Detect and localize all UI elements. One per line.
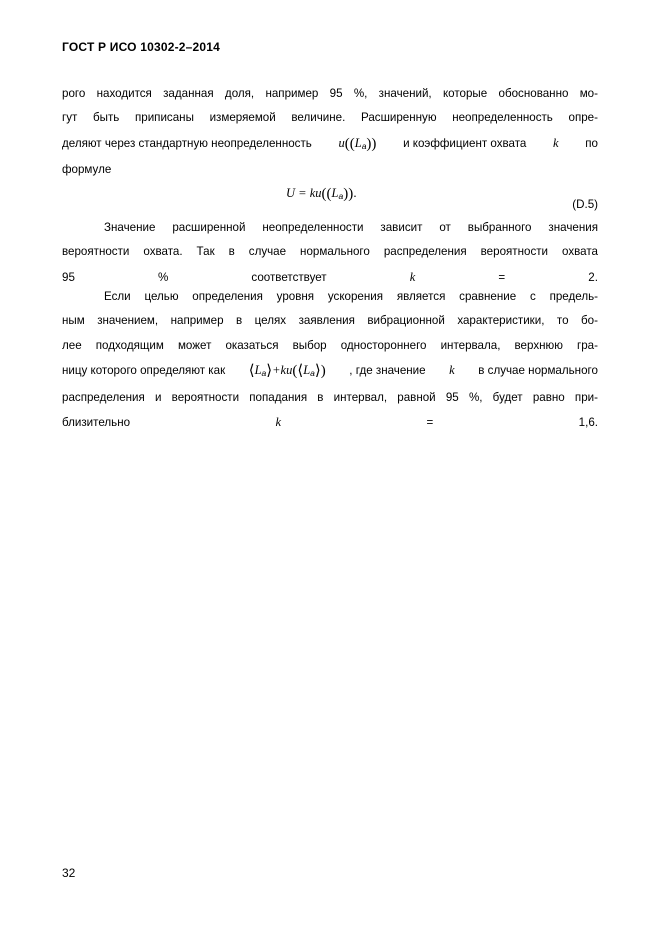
document-header: ГОСТ Р ИСО 10302-2–2014 (62, 40, 221, 54)
one-sided-interval-expression: $⟨L_a⟩+ku(⟨L_a⟩)$ (248, 363, 326, 380)
paragraph-3-line-2: ным значением, например в целях заявления вибрационной характеристики, то бо- (62, 314, 598, 328)
paragraph-3-line-6: близительно k = 1,6. (62, 415, 598, 430)
paragraph-1-line-4: формуле (62, 163, 112, 177)
standard-uncertainty-expression: $u((L_a))$ (338, 135, 377, 152)
paragraph-3-line-5: распределения и вероятности попадания в интервал, равной 95 %, будет равно при- (62, 390, 598, 404)
coverage-factor-symbol: k (553, 135, 559, 150)
k-symbol: k (409, 269, 416, 284)
paragraph-3 (62, 285, 598, 435)
paragraph-1-line-3-start: деляют через стандартную неопределенность (62, 136, 312, 150)
paragraph-3-line-3: лее подходящим может оказаться выбор одностороннего интервала, верхнюю гра- (62, 338, 598, 352)
page-number: 32 (62, 866, 76, 880)
formula-var-sub: a (338, 191, 344, 201)
paragraph-2 (62, 216, 598, 290)
formula-lhs: U = ku (286, 186, 322, 200)
equation-number: (D.5) (572, 198, 598, 211)
formula-var: L (331, 186, 339, 200)
formula-suffix: . (353, 186, 357, 200)
paragraph-1-line-1: рого находится заданная доля, например 95 %, значений, которые обоснованно мо- (62, 87, 598, 100)
paragraph-1-line-2: гут быть приписаны измеряемой величине. Расширенную неопределенность опре- (62, 111, 598, 125)
paragraph-2-line-2: вероятности охвата. Так в случае нормального распределения вероятности охвата (62, 245, 598, 259)
paragraph-2-line-1: Значение расширенной неопределенности зависит от выбранного значения (104, 221, 598, 234)
paragraph-1-line-3-end: и коэффициент охвата (403, 136, 527, 150)
paragraph-1-line-3-tail: по (585, 136, 598, 150)
paragraph-1 (62, 82, 598, 183)
paragraph-3-line-1: Если целью определения уровня ускорения является сравнение с предель- (104, 290, 598, 303)
paragraph-1-line-3 (62, 131, 598, 158)
paragraph-3-line-4: ницу которого определяют как $⟨L_a⟩+ku(⟨L_a⟩)$ , где значение k в случае нормального (62, 358, 598, 385)
k-symbol: k (275, 415, 282, 430)
paragraph-2-line-3: 95 % соответствует k = 2. (62, 269, 598, 284)
k-symbol: k (449, 363, 455, 378)
formula-d5: $U = ku((L_a))$. (286, 186, 357, 202)
